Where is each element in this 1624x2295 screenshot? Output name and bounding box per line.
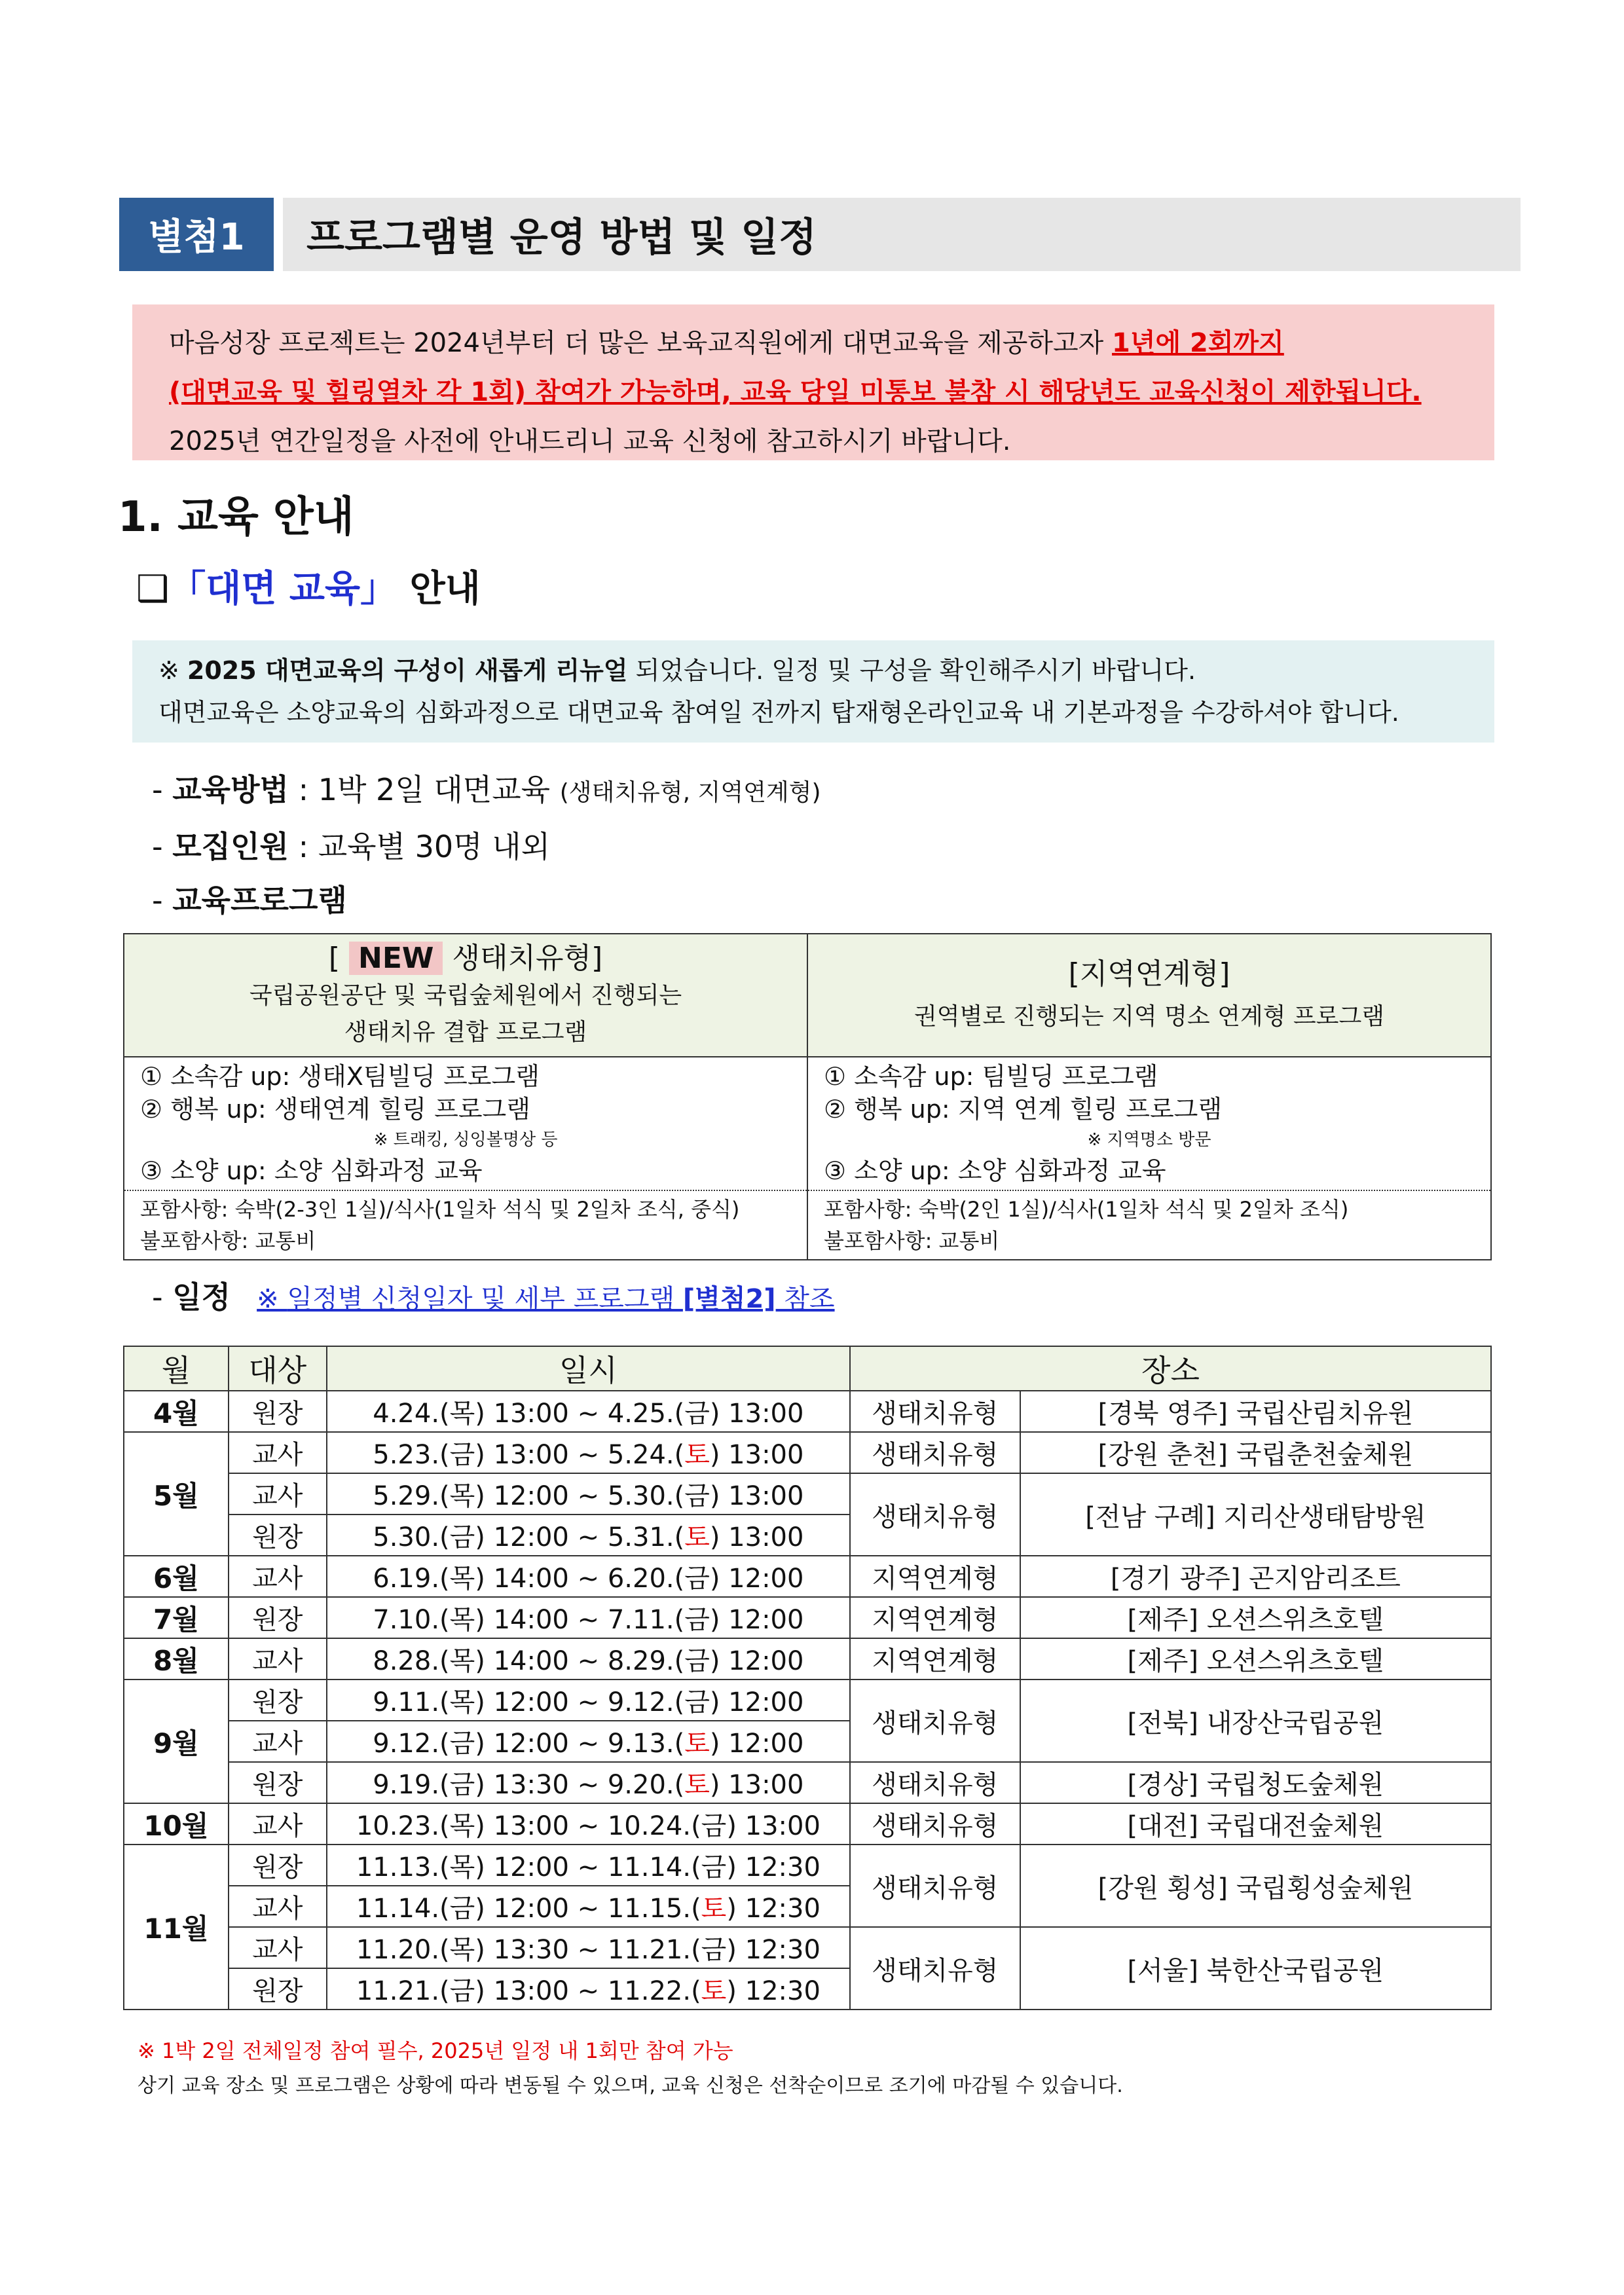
- schedule-month: 9월: [124, 1680, 229, 1803]
- schedule-datetime: 9.19.(금) 13:30 ~ 9.20.(토) 13:00: [327, 1762, 850, 1803]
- schedule-target: 교사: [229, 1432, 327, 1473]
- footnote-required: ※ 1박 2일 전체일정 참여 필수, 2025년 일정 내 1회만 참여 가능: [138, 2038, 733, 2063]
- course-bullets: [152, 763, 821, 927]
- attachment-header: [119, 198, 1521, 271]
- schedule-place: [경기 광주] 곤지암리조트: [1020, 1556, 1491, 1597]
- schedule-target: 교사: [229, 1886, 327, 1927]
- schedule-end-day: 토: [684, 1729, 710, 1759]
- footnote-disclaimer: 상기 교육 장소 및 프로그램은 상황에 따라 변동될 수 있으며, 교육 신청은 선착순이므로 조기에 마감될 수 있습니다.: [138, 2074, 1123, 2097]
- schedule-month: 4월: [124, 1391, 229, 1432]
- info-bold: 2025 대면교육의 구성이 새롭게 리뉴얼: [187, 656, 628, 685]
- schedule-month: 8월: [124, 1638, 229, 1680]
- schedule-target: 교사: [229, 1638, 327, 1680]
- schedule-type: 생태치유형: [850, 1803, 1020, 1845]
- schedule-row: [124, 1432, 1491, 1473]
- schedule-end-day: 토: [684, 1440, 710, 1470]
- checkbox-icon: ❑: [136, 568, 170, 610]
- schedule-datetime: 10.23.(목) 13:00 ~ 10.24.(금) 13:00: [327, 1803, 850, 1845]
- bullet-recruit: - 모집인원 : 교육별 30명 내외: [152, 829, 551, 864]
- schedule-target: 교사: [229, 1721, 327, 1762]
- schedule-title: - 일정 ※ 일정별 신청일자 및 세부 프로그램 [별첨2] 참조: [152, 1279, 835, 1315]
- schedule-end-day: 토: [684, 1522, 710, 1552]
- subsection-title: [136, 560, 481, 612]
- note-mark: ※: [158, 656, 187, 685]
- header-datetime: 일시: [327, 1346, 850, 1391]
- schedule-type: 생태치유형: [850, 1473, 1020, 1556]
- program-inclusions-region: 포함사항: 숙박(2인 1실)/식사(1일차 석식 및 2일차 조식) 불포함사항: 교통비: [807, 1190, 1491, 1260]
- schedule-table: [123, 1346, 1492, 2010]
- schedule-row: [124, 1597, 1491, 1638]
- schedule-end-day: 금: [684, 1564, 710, 1594]
- subsection-name: 대면 교육: [206, 568, 361, 610]
- schedule-month: 7월: [124, 1597, 229, 1638]
- page-title: 프로그램별 운영 방법 및 일정: [283, 198, 1521, 271]
- schedule-end-day: 토: [701, 1976, 727, 2006]
- schedule-datetime: 11.21.(금) 13:00 ~ 11.22.(토) 12:30: [327, 1968, 850, 2010]
- schedule-reference: ※ 일정별 신청일자 및 세부 프로그램 [별첨2] 참조: [257, 1284, 835, 1314]
- notice-box: [132, 304, 1494, 460]
- schedule-row: [124, 1473, 1491, 1515]
- subsection-bracket: 」: [360, 568, 397, 610]
- notice-text: 2025년 연간일정을 사전에 안내드리니 교육 신청에 참고하시기 바랍니다.: [169, 426, 1011, 456]
- info-box: [132, 640, 1494, 743]
- schedule-datetime: 5.30.(금) 12:00 ~ 5.31.(토) 13:00: [327, 1515, 850, 1556]
- schedule-row: [124, 1391, 1491, 1432]
- schedule-header-row: [124, 1346, 1491, 1391]
- schedule-type: 생태치유형: [850, 1391, 1020, 1432]
- schedule-month: 5월: [124, 1432, 229, 1556]
- schedule-place: [전남 구례] 지리산생태탐방원: [1020, 1473, 1491, 1556]
- schedule-datetime: 5.23.(금) 13:00 ~ 5.24.(토) 13:00: [327, 1432, 850, 1473]
- schedule-target: 원장: [229, 1515, 327, 1556]
- schedule-target: 원장: [229, 1968, 327, 2010]
- schedule-datetime: 7.10.(목) 14:00 ~ 7.11.(금) 12:00: [327, 1597, 850, 1638]
- schedule-row: [124, 1556, 1491, 1597]
- schedule-end-day: 금: [684, 1399, 710, 1429]
- schedule-target: 원장: [229, 1845, 327, 1886]
- notice-emphasis-line: (대면교육 및 힐링열차 각 1회) 참여가 가능하며, 교육 당일 미통보 불참 시 해당년도 교육신청이 제한됩니다.: [169, 377, 1422, 407]
- schedule-end-day: 토: [701, 1894, 727, 1924]
- schedule-end-day: 금: [701, 1811, 727, 1841]
- schedule-type: 생태치유형: [850, 1762, 1020, 1803]
- subsection-bracket: 「: [169, 568, 206, 610]
- schedule-place: [제주] 오션스위츠호텔: [1020, 1597, 1491, 1638]
- schedule-datetime: 11.14.(금) 12:00 ~ 11.15.(토) 12:30: [327, 1886, 850, 1927]
- schedule-datetime: 5.29.(목) 12:00 ~ 5.30.(금) 13:00: [327, 1473, 850, 1515]
- schedule-datetime: 9.12.(금) 12:00 ~ 9.13.(토) 12:00: [327, 1721, 850, 1762]
- schedule-type: 생태치유형: [850, 1680, 1020, 1762]
- schedule-end-day: 토: [684, 1770, 710, 1800]
- info-text: 되었습니다. 일정 및 구성을 확인해주시기 바랍니다.: [627, 656, 1196, 685]
- schedule-end-day: 금: [684, 1481, 710, 1511]
- schedule-place: [제주] 오션스위츠호텔: [1020, 1638, 1491, 1680]
- schedule-target: 원장: [229, 1597, 327, 1638]
- bullet-program: - 교육프로그램: [152, 883, 347, 918]
- schedule-datetime: 6.19.(목) 14:00 ~ 6.20.(금) 12:00: [327, 1556, 850, 1597]
- schedule-type: 지역연계형: [850, 1556, 1020, 1597]
- schedule-datetime: 4.24.(목) 13:00 ~ 4.25.(금) 13:00: [327, 1391, 850, 1432]
- schedule-target: 교사: [229, 1556, 327, 1597]
- schedule-type: 생태치유형: [850, 1927, 1020, 2010]
- program-items-eco: ① 소속감 up: 생태X팀빌딩 프로그램 ② 행복 up: 생태연계 힐링 프로그램 ※ 트래킹, 싱잉볼명상 등 ③ 소양 up: 소양 심화과정 교육: [124, 1057, 807, 1190]
- program-header-region: [지역연계형] 권역별로 진행되는 지역 명소 연계형 프로그램: [807, 934, 1491, 1057]
- schedule-row: [124, 1927, 1491, 1968]
- program-items-region: ① 소속감 up: 팀빌딩 프로그램 ② 행복 up: 지역 연계 힐링 프로그램 ※ 지역명소 방문 ③ 소양 up: 소양 심화과정 교육: [807, 1057, 1491, 1190]
- attachment-badge: 별첨1: [119, 198, 274, 271]
- section-title: 1. 교육 안내: [118, 493, 354, 542]
- schedule-place: [대전] 국립대전숲체원: [1020, 1803, 1491, 1845]
- program-inclusions-eco: 포함사항: 숙박(2-3인 1실)/식사(1일차 석식 및 2일차 조식, 중식) 불포함사항: 교통비: [124, 1190, 807, 1260]
- schedule-datetime: 9.11.(목) 12:00 ~ 9.12.(금) 12:00: [327, 1680, 850, 1721]
- schedule-target: 원장: [229, 1762, 327, 1803]
- header-month: 월: [124, 1346, 229, 1391]
- schedule-type: 생태치유형: [850, 1432, 1020, 1473]
- header-place: 장소: [850, 1346, 1491, 1391]
- schedule-end-day: 금: [701, 1935, 727, 1965]
- schedule-target: 교사: [229, 1473, 327, 1515]
- schedule-type: 지역연계형: [850, 1597, 1020, 1638]
- header-target: 대상: [229, 1346, 327, 1391]
- schedule-place: [경북 영주] 국립산림치유원: [1020, 1391, 1491, 1432]
- schedule-row: [124, 1845, 1491, 1886]
- schedule-target: 교사: [229, 1927, 327, 1968]
- schedule-place: [강원 횡성] 국립횡성숲체원: [1020, 1845, 1491, 1927]
- schedule-place: [서울] 북한산국립공원: [1020, 1927, 1491, 2010]
- schedule-row: [124, 1803, 1491, 1845]
- schedule-month: 6월: [124, 1556, 229, 1597]
- schedule-row: [124, 1638, 1491, 1680]
- info-text: 대면교육은 소양교육의 심화과정으로 대면교육 참여일 전까지 탑재형온라인교육 내 기본과정을 수강하셔야 합니다.: [158, 698, 1399, 727]
- schedule-end-day: 금: [701, 1852, 727, 1882]
- subsection-suffix: 안내: [397, 568, 481, 610]
- program-table: [123, 933, 1492, 1260]
- bullet-method: - 교육방법 : 1박 2일 대면교육 (생태치유형, 지역연계형): [152, 772, 821, 807]
- schedule-type: 생태치유형: [850, 1845, 1020, 1927]
- schedule-datetime: 8.28.(목) 14:00 ~ 8.29.(금) 12:00: [327, 1638, 850, 1680]
- schedule-row: [124, 1762, 1491, 1803]
- new-badge: NEW: [349, 942, 443, 975]
- notice-text: 마음성장 프로젝트는 2024년부터 더 많은 보육교직원에게 대면교육을 제공하고자: [169, 328, 1112, 358]
- schedule-month: 11월: [124, 1845, 229, 2010]
- schedule-row: [124, 1680, 1491, 1721]
- schedule-target: 원장: [229, 1391, 327, 1432]
- schedule-datetime: 11.13.(목) 12:00 ~ 11.14.(금) 12:30: [327, 1845, 850, 1886]
- schedule-type: 지역연계형: [850, 1638, 1020, 1680]
- notice-emphasis: 1년에 2회까지: [1112, 328, 1284, 358]
- program-header-eco: [ NEW 생태치유형] 국립공원공단 및 국립숲체원에서 진행되는 생태치유 결합 프로그램: [124, 934, 807, 1057]
- schedule-month: 10월: [124, 1803, 229, 1845]
- schedule-place: [강원 춘천] 국립춘천숲체원: [1020, 1432, 1491, 1473]
- schedule-end-day: 금: [684, 1687, 710, 1717]
- schedule-place: [전북] 내장산국립공원: [1020, 1680, 1491, 1762]
- schedule-datetime: 11.20.(목) 13:30 ~ 11.21.(금) 12:30: [327, 1927, 850, 1968]
- schedule-place: [경상] 국립청도숲체원: [1020, 1762, 1491, 1803]
- schedule-end-day: 금: [684, 1605, 710, 1635]
- schedule-target: 교사: [229, 1803, 327, 1845]
- schedule-end-day: 금: [684, 1646, 710, 1676]
- schedule-target: 원장: [229, 1680, 327, 1721]
